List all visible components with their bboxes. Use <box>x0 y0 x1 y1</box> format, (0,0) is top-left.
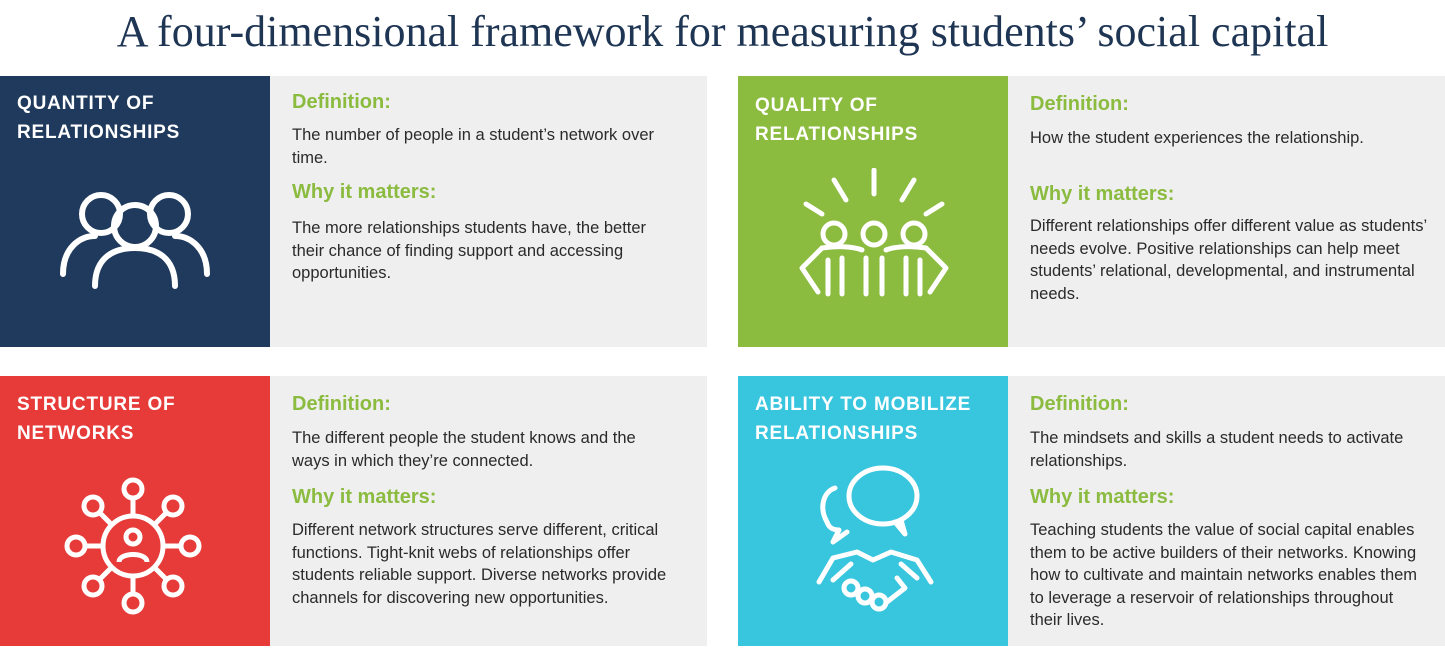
definition-text: The different people the student knows and the ways in which they’re connected. <box>292 429 636 470</box>
why-it-matters-text: Different network structures serve different, critical functions. Tight-knit webs of relationships offer students reliable support. Diverse networks provide channels for discovering new opportunities. <box>292 521 667 607</box>
why-it-matters-heading: Why it matters: <box>292 181 437 203</box>
definition-text: The number of people in a student’s network over time. <box>292 126 654 167</box>
card-quality-of-relationships <box>738 76 1445 347</box>
description-panel <box>1008 76 1445 347</box>
group-of-people-icon <box>55 186 215 291</box>
category-title: QUANTITY OF RELATIONSHIPS <box>17 93 181 143</box>
category-panel <box>0 376 270 646</box>
definition-text: The mindsets and skills a student needs to activate relationships. <box>1030 429 1404 470</box>
definition-heading: Definition: <box>292 393 391 415</box>
speech-bubbles-handshake-icon <box>813 460 938 620</box>
description-panel <box>1008 376 1445 646</box>
category-title: ABILITY TO MOBILIZE RELATIONSHIPS <box>755 394 972 444</box>
why-it-matters-heading: Why it matters: <box>1030 486 1175 508</box>
description-panel <box>270 76 707 347</box>
card-ability-to-mobilize-relationships <box>738 376 1445 646</box>
category-panel <box>738 76 1008 347</box>
category-title: STRUCTURE OF NETWORKS <box>17 394 176 444</box>
card-structure-of-networks <box>0 376 707 646</box>
category-panel <box>0 76 270 347</box>
why-it-matters-text: Different relationships offer different value as students’ needs evolve. Positive relationships can help meet students’ relational, developmental, and instrumental needs. <box>1030 217 1427 303</box>
definition-heading: Definition: <box>1030 393 1129 415</box>
category-title: QUALITY OF RELATIONSHIPS <box>755 95 919 145</box>
why-it-matters-heading: Why it matters: <box>292 486 437 508</box>
page-title: A four-dimensional framework for measuring students’ social capital <box>116 7 1329 56</box>
card-quantity-of-relationships <box>0 76 707 347</box>
definition-heading: Definition: <box>1030 93 1129 115</box>
definition-text: How the student experiences the relationship. <box>1030 129 1364 147</box>
description-panel <box>270 376 707 646</box>
definition-heading: Definition: <box>292 91 391 113</box>
category-panel <box>738 376 1008 646</box>
network-hub-icon <box>63 476 203 616</box>
people-embracing-icon <box>796 168 956 300</box>
why-it-matters-text: The more relationships students have, the better their chance of finding support and accessing opportunities. <box>292 219 647 282</box>
why-it-matters-heading: Why it matters: <box>1030 183 1175 205</box>
why-it-matters-text: Teaching students the value of social capital enables them to be active builders of their networks. Knowing how to cultivate and maintain networks enables them to leverage a reservoir of relationships throughout their lives. <box>1030 521 1418 629</box>
